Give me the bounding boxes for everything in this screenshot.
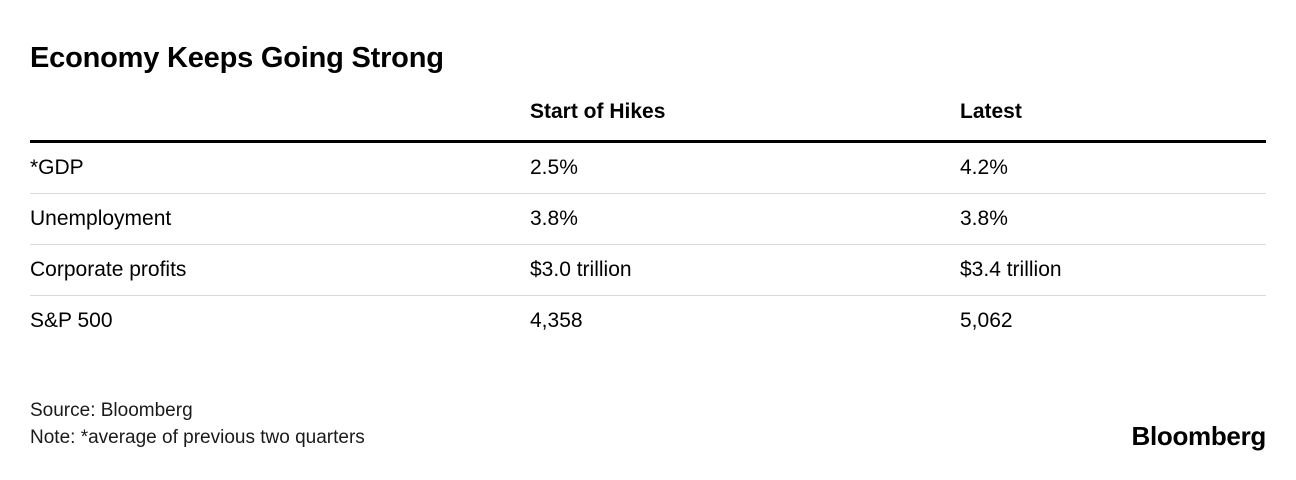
row-value-start-of-hikes: $3.0 trillion <box>530 244 960 295</box>
row-value-latest: 4.2% <box>960 141 1266 193</box>
table-row <box>30 244 1266 295</box>
column-header-metric <box>30 100 530 142</box>
chart-footnotes <box>30 398 365 452</box>
table-header-row <box>30 100 1266 142</box>
table-row <box>30 295 1266 346</box>
row-value-start-of-hikes: 3.8% <box>530 193 960 244</box>
row-value-latest: 3.8% <box>960 193 1266 244</box>
table-row <box>30 141 1266 193</box>
table-row <box>30 193 1266 244</box>
column-header-start-of-hikes: Start of Hikes <box>530 99 666 123</box>
row-value-latest: 5,062 <box>960 308 1013 332</box>
page-title: Economy Keeps Going Strong <box>30 42 444 74</box>
row-label: Corporate profits <box>30 244 530 295</box>
row-label: Unemployment <box>30 193 530 244</box>
source-text: Source: Bloomberg <box>30 400 193 422</box>
row-label: *GDP <box>30 141 530 193</box>
table-body <box>30 141 1266 346</box>
row-label: S&P 500 <box>30 308 113 332</box>
row-value-start-of-hikes: 2.5% <box>530 141 960 193</box>
row-value-start-of-hikes: 4,358 <box>530 308 583 332</box>
note-text: Note: *average of previous two quarters <box>30 427 365 449</box>
column-header-latest: Latest <box>960 99 1022 123</box>
table-header <box>30 100 1266 142</box>
data-table <box>30 100 1266 346</box>
bloomberg-logo: Bloomberg <box>1131 421 1266 451</box>
row-value-latest: $3.4 trillion <box>960 244 1266 295</box>
